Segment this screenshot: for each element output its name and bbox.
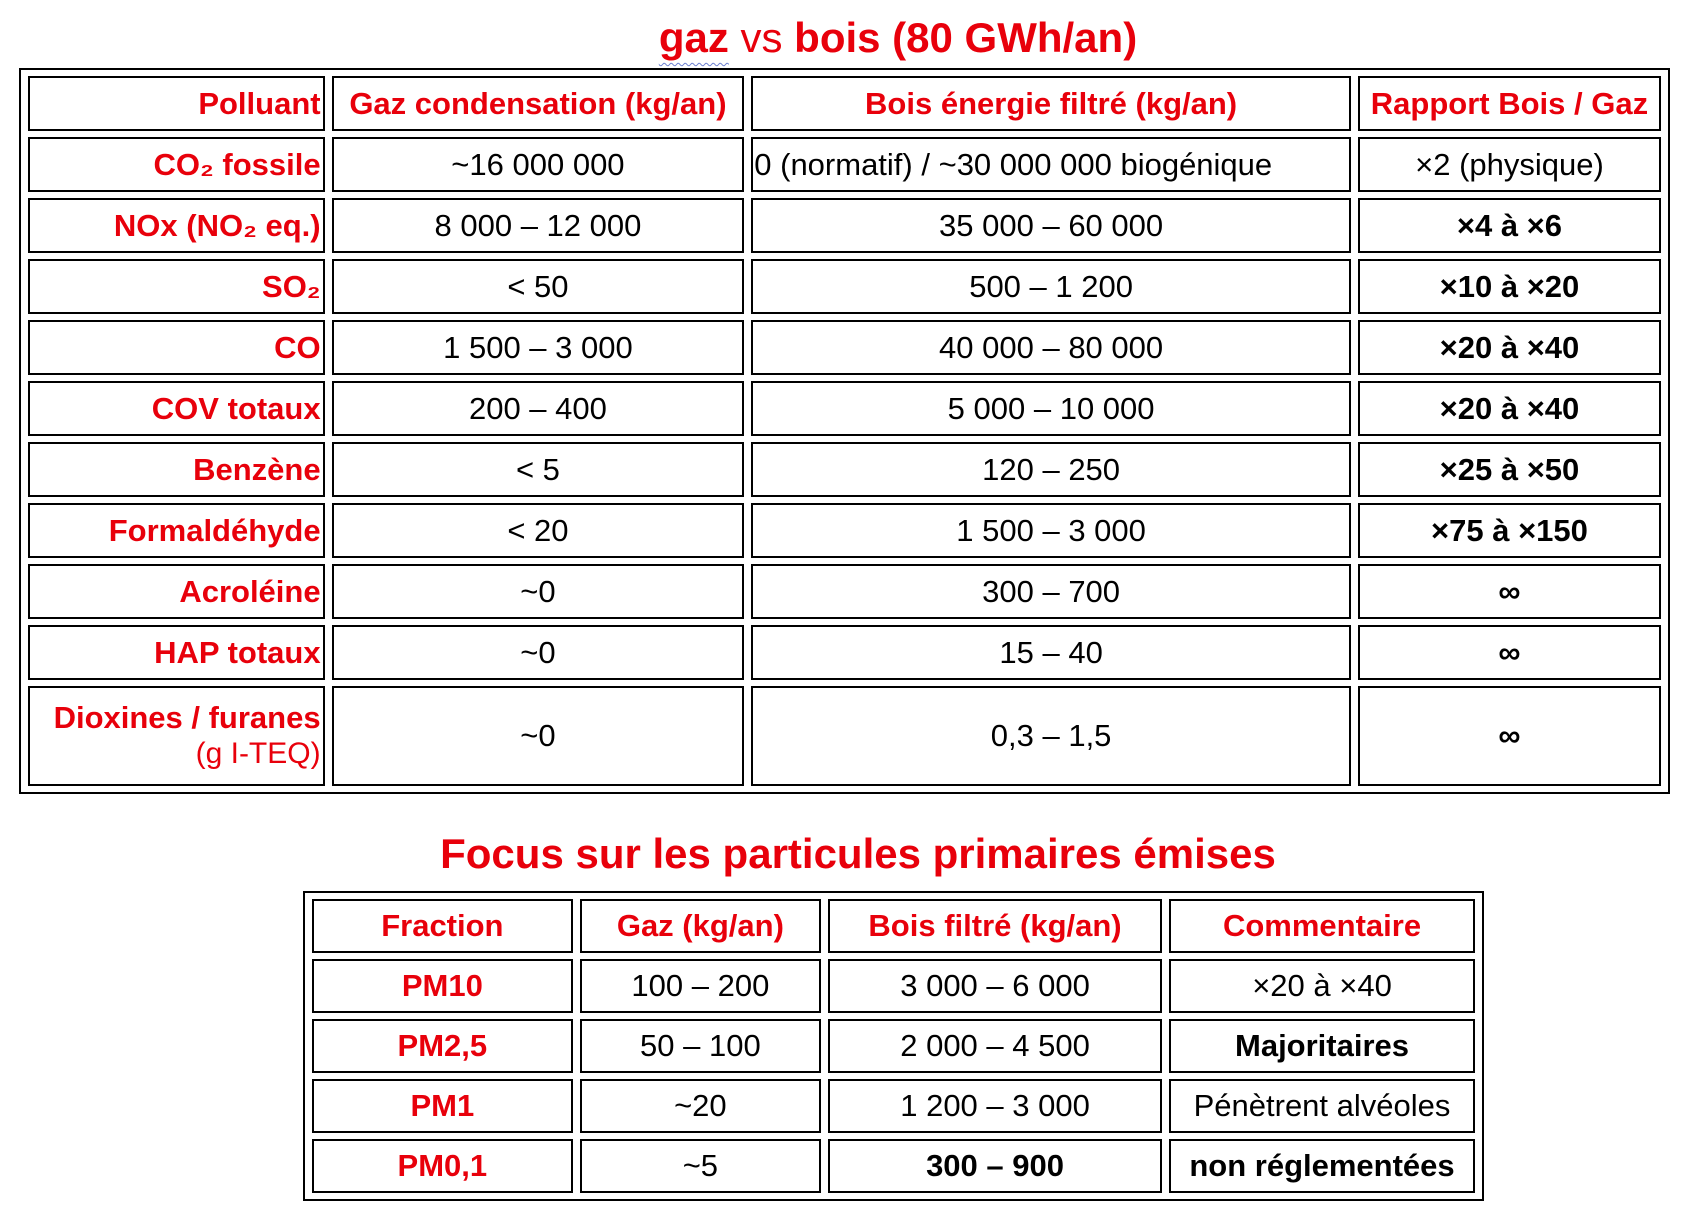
gaz-value: ~20	[580, 1079, 821, 1133]
bois-value: 500 – 1 200	[751, 259, 1351, 314]
pollutant-label: Formaldéhyde	[28, 503, 325, 558]
gaz-value: 100 – 200	[580, 959, 821, 1013]
table-row	[312, 1019, 1475, 1073]
gaz-value: ~0	[332, 564, 745, 619]
gaz-value: 8 000 – 12 000	[332, 198, 745, 253]
header-gaz: Gaz (kg/an)	[580, 899, 821, 953]
gaz-value: 50 – 100	[580, 1019, 821, 1073]
bois-value: 1 200 – 3 000	[828, 1079, 1162, 1133]
gaz-value: 1 500 – 3 000	[332, 320, 745, 375]
bois-value: 300 – 900	[828, 1139, 1162, 1193]
comment-value: non réglementées	[1169, 1139, 1475, 1193]
header-polluant: Polluant	[28, 76, 325, 131]
header-comment: Commentaire	[1169, 899, 1475, 953]
bois-value: 0 (normatif) / ~30 000 000 biogénique	[751, 137, 1351, 192]
pollutant-label: Acroléine	[28, 564, 325, 619]
fraction-label: PM1	[312, 1079, 573, 1133]
pollutant-name: Dioxines / furanes	[53, 700, 321, 735]
table-row	[28, 503, 1661, 558]
pollutant-label	[28, 686, 325, 786]
main-title-vs: vs	[728, 14, 795, 61]
header-bois: Bois filtré (kg/an)	[828, 899, 1162, 953]
table-row	[28, 259, 1661, 314]
pollutant-label: HAP totaux	[28, 625, 325, 680]
table-row	[28, 625, 1661, 680]
main-title-gaz: gaz	[658, 14, 729, 61]
ratio-value: ∞	[1358, 625, 1661, 680]
gaz-value: < 20	[332, 503, 745, 558]
table-header-row	[28, 76, 1661, 131]
bois-value: 40 000 – 80 000	[751, 320, 1351, 375]
pollutant-label: COV totaux	[28, 381, 325, 436]
header-fraction: Fraction	[312, 899, 573, 953]
header-bois: Bois énergie filtré (kg/an)	[751, 76, 1351, 131]
bois-value: 1 500 – 3 000	[751, 503, 1351, 558]
bois-value: 120 – 250	[751, 442, 1351, 497]
particles-title: Focus sur les particules primaires émises	[440, 830, 1276, 877]
gaz-value: ~5	[580, 1139, 821, 1193]
bois-value: 35 000 – 60 000	[751, 198, 1351, 253]
pollutant-unit: (g I-TEQ)	[195, 737, 321, 770]
bois-value: 3 000 – 6 000	[828, 959, 1162, 1013]
table-header-row	[312, 899, 1475, 953]
pollutant-label: SO₂	[28, 259, 325, 314]
table-row	[28, 381, 1661, 436]
ratio-value: ×25 à ×50	[1358, 442, 1661, 497]
bois-value: 15 – 40	[751, 625, 1351, 680]
particles-table	[303, 891, 1484, 1201]
ratio-value: ×20 à ×40	[1358, 320, 1661, 375]
gaz-value: < 50	[332, 259, 745, 314]
comment-value: Pénètrent alvéoles	[1169, 1079, 1475, 1133]
main-title-bois: bois (80 GWh/an)	[794, 14, 1138, 61]
ratio-value: ∞	[1358, 686, 1661, 786]
table-row	[28, 686, 1661, 786]
pollutant-label: CO₂ fossile	[28, 137, 325, 192]
main-title	[0, 6, 1686, 70]
bois-value: 300 – 700	[751, 564, 1351, 619]
pollutant-label: NOx (NO₂ eq.)	[28, 198, 325, 253]
fraction-label: PM0,1	[312, 1139, 573, 1193]
ratio-value: ∞	[1358, 564, 1661, 619]
table-row	[312, 959, 1475, 1013]
pollutant-label: CO	[28, 320, 325, 375]
ratio-value: ×75 à ×150	[1358, 503, 1661, 558]
table-row	[28, 198, 1661, 253]
ratio-value: ×2 (physique)	[1358, 137, 1661, 192]
comment-value: Majoritaires	[1169, 1019, 1475, 1073]
gaz-value: < 5	[332, 442, 745, 497]
table-row	[28, 320, 1661, 375]
fraction-label: PM2,5	[312, 1019, 573, 1073]
table-row	[28, 137, 1661, 192]
table-row	[312, 1079, 1475, 1133]
bois-value: 2 000 – 4 500	[828, 1019, 1162, 1073]
table-row	[312, 1139, 1475, 1193]
gaz-value: ~0	[332, 686, 745, 786]
gaz-value: ~16 000 000	[332, 137, 745, 192]
pollutant-comparison-table	[19, 68, 1670, 794]
comment-value: ×20 à ×40	[1169, 959, 1475, 1013]
ratio-value: ×20 à ×40	[1358, 381, 1661, 436]
header-gaz: Gaz condensation (kg/an)	[332, 76, 745, 131]
fraction-label: PM10	[312, 959, 573, 1013]
ratio-value: ×10 à ×20	[1358, 259, 1661, 314]
bois-value: 0,3 – 1,5	[751, 686, 1351, 786]
pollutant-label: Benzène	[28, 442, 325, 497]
header-ratio: Rapport Bois / Gaz	[1358, 76, 1661, 131]
gaz-value: ~0	[332, 625, 745, 680]
ratio-value: ×4 à ×6	[1358, 198, 1661, 253]
table-row	[28, 564, 1661, 619]
gaz-value: 200 – 400	[332, 381, 745, 436]
table-row	[28, 442, 1661, 497]
bois-value: 5 000 – 10 000	[751, 381, 1351, 436]
